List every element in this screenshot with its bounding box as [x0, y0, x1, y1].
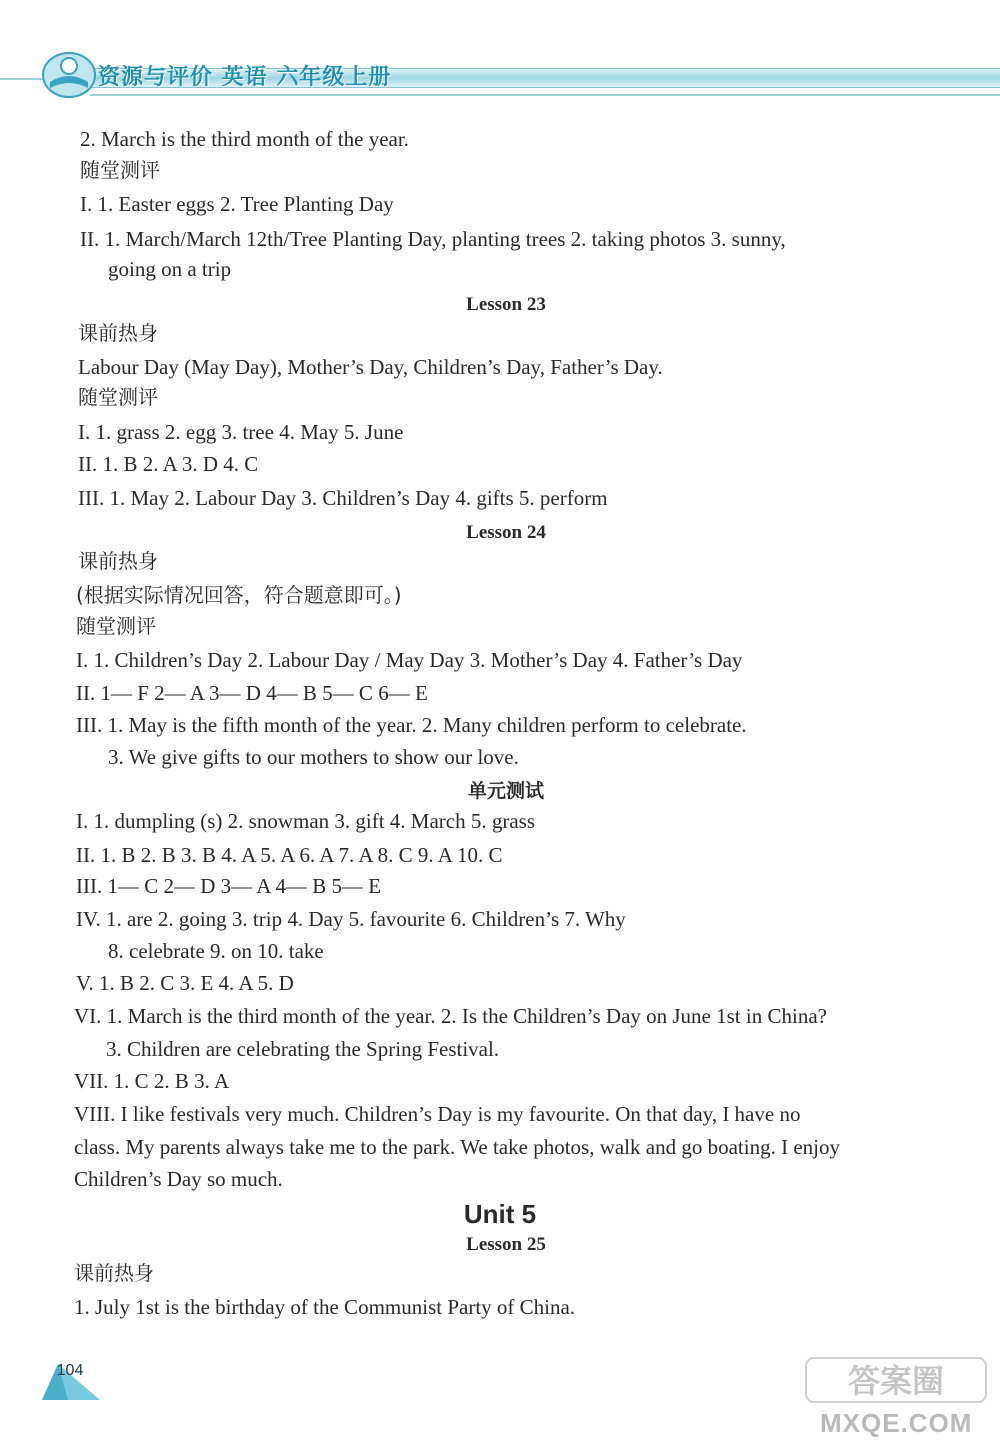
answer-line: Children’s Day so much.	[74, 1167, 283, 1191]
book-logo-icon	[40, 48, 98, 102]
answer-line: V. 1. B 2. C 3. E 4. A 5. D	[76, 971, 294, 995]
answer-line: 8. celebrate 9. on 10. take	[108, 939, 324, 963]
answer-line: VII. 1. C 2. B 3. A	[74, 1069, 230, 1093]
header-rule	[90, 94, 1000, 96]
answer-line: III. 1. May is the fifth month of the year. 2. Many children perform to celebrate.	[76, 713, 747, 737]
answer-line: II. 1. B 2. B 3. B 4. A 5. A 6. A 7. A 8. C 9. A 10. C	[76, 843, 503, 867]
answer-line: II. 1. March/March 12th/Tree Planting Day, planting trees 2. taking photos 3. sunny,	[80, 227, 786, 251]
section-label: 课前热身	[78, 549, 158, 573]
answer-line: 3. Children are celebrating the Spring Festival.	[106, 1037, 500, 1061]
answer-line: VIII. I like festivals very much. Children’s Day is my favourite. On that day, I have no	[74, 1102, 801, 1126]
watermark-cn-text: 答案圈	[847, 1362, 945, 1400]
page-header	[0, 40, 1000, 110]
answer-line: class. My parents always take me to the park. We take photos, walk and go boating. I enjoy	[74, 1135, 840, 1159]
note-line: (根据实际情况回答，符合题意即可。)	[76, 583, 402, 607]
answer-line: 1. July 1st is the birthday of the Communist Party of China.	[74, 1295, 576, 1319]
unit-test-heading: 单元测试	[467, 780, 544, 802]
answer-line: I. 1. Children’s Day 2. Labour Day / May Day 3. Mother’s Day 4. Father’s Day	[76, 648, 743, 672]
answer-line: going on a trip	[108, 257, 232, 281]
lesson-heading: Lesson 23	[466, 294, 546, 315]
answer-line: VI. 1. March is the third month of the year. 2. Is the Children’s Day on June 1st in China?	[74, 1004, 827, 1028]
lesson-heading: Lesson 24	[466, 522, 546, 543]
answer-line: I. 1. dumpling (s) 2. snowman 3. gift 4. March 5. grass	[76, 809, 536, 833]
section-label: 随堂测评	[78, 385, 158, 409]
answer-line: Labour Day (May Day), Mother’s Day, Children’s Day, Father’s Day.	[78, 355, 663, 379]
watermark-text: MXQE.COM	[820, 1408, 973, 1438]
section-label: 随堂测评	[80, 158, 160, 182]
answer-line: III. 1. May 2. Labour Day 3. Children’s Day 4. gifts 5. perform	[78, 486, 608, 510]
answer-line: 2. March is the third month of the year.	[80, 127, 409, 151]
unit-heading: Unit 5	[463, 1199, 537, 1229]
answer-line: II. 1— F 2— A 3— D 4— B 5— C 6— E	[76, 681, 428, 705]
section-label: 随堂测评	[76, 614, 156, 638]
header-title: 资源与评价 英语 六年级上册	[98, 65, 392, 90]
answer-line: I. 1. grass 2. egg 3. tree 4. May 5. June	[78, 420, 404, 444]
lesson-heading: Lesson 25	[466, 1234, 546, 1255]
answer-line: I. 1. Easter eggs 2. Tree Planting Day	[80, 192, 394, 216]
answer-line: II. 1. B 2. A 3. D 4. C	[78, 452, 259, 476]
answer-line: 3. We give gifts to our mothers to show our love.	[108, 745, 519, 769]
section-label: 课前热身	[78, 321, 158, 345]
answer-line: III. 1— C 2— D 3— A 4— B 5— E	[76, 874, 382, 898]
answer-line: IV. 1. are 2. going 3. trip 4. Day 5. favourite 6. Children’s 7. Why	[76, 907, 626, 931]
section-label: 课前热身	[74, 1261, 154, 1285]
page-number: 104	[56, 1362, 84, 1379]
